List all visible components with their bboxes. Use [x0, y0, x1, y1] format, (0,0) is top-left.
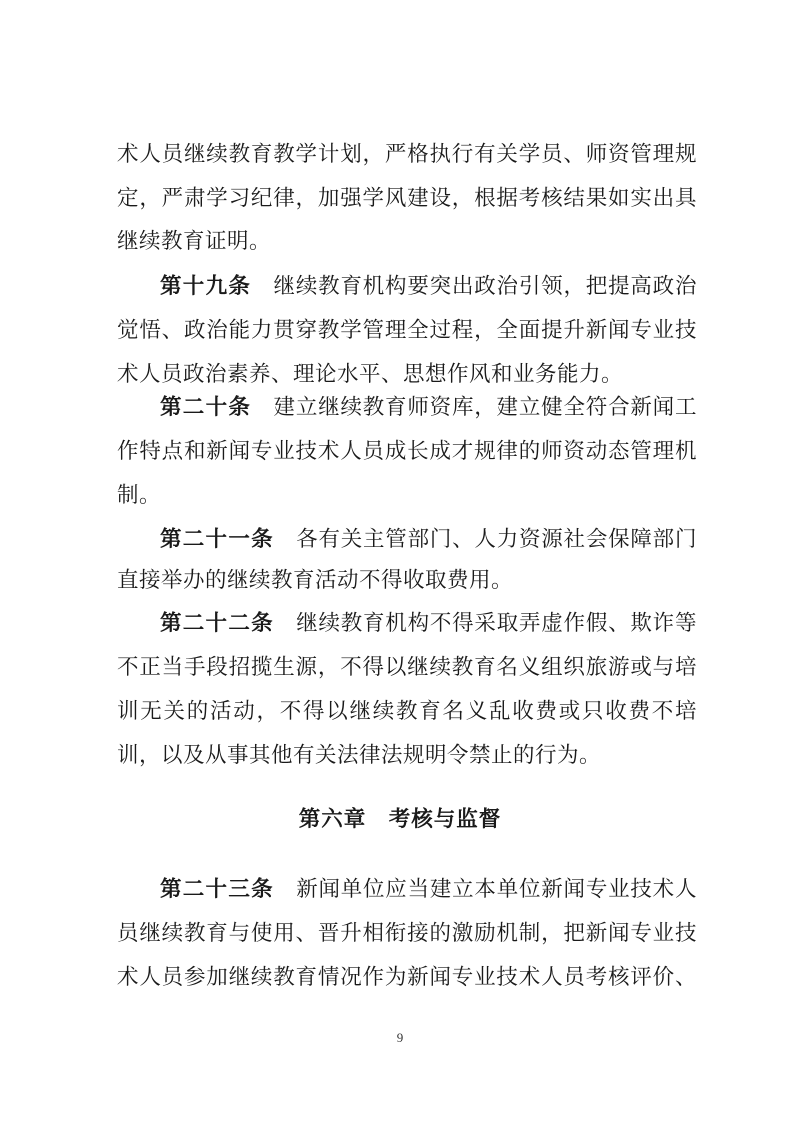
article-first-line: [160, 604, 697, 644]
paragraph-line: 术人员继续教育教学计划，严格执行有关学员、师资管理规: [117, 142, 697, 167]
article-text: 建立继续教育师资库，建立健全符合新闻工: [273, 395, 697, 420]
paragraph-line: 训，以及从事其他有关法律法规明令禁止的行为。: [117, 743, 602, 768]
chapter-heading: 第六章 考核与监督: [298, 807, 502, 832]
paragraph-line: 定，严肃学习纪律，加强学风建设，根据考核结果如实出具: [117, 186, 697, 211]
paragraph-line: 直接举办的继续教育活动不得收取费用。: [117, 568, 514, 593]
page-number: 9: [396, 1030, 404, 1045]
paragraph-line: 术人员参加继续教育情况作为新闻专业技术人员考核评价、: [117, 965, 697, 990]
paragraph-line: 不正当手段招揽生源，不得以继续教育名义组织旅游或与培: [117, 655, 697, 680]
article-first-line: [160, 870, 697, 910]
article-first-line: [160, 520, 697, 560]
article-first-line: [160, 267, 697, 307]
paragraph-line: 制。: [117, 483, 162, 508]
article-text: 继续教育机构不得采取弄虚作假、欺诈等: [296, 611, 697, 636]
paragraph-line: 觉悟、政治能力贯穿教学管理全过程，全面提升新闻专业技: [117, 318, 697, 343]
paragraph-line: 继续教育证明。: [117, 229, 272, 254]
article-number: 第二十一条: [160, 527, 274, 552]
paragraph-line: 作特点和新闻专业技术人员成长成才规律的师资动态管理机: [117, 439, 697, 464]
article-first-line: [160, 388, 697, 428]
article-text: 新闻单位应当建立本单位新闻专业技术人: [296, 877, 697, 902]
article-number: 第二十三条: [160, 877, 274, 902]
paragraph-line: 术人员政治素养、理论水平、思想作风和业务能力。: [117, 362, 624, 387]
article-number: 第十九条: [160, 274, 252, 299]
article-text: 各有关主管部门、人力资源社会保障部门: [296, 527, 697, 552]
article-number: 第二十二条: [160, 611, 274, 636]
article-text: 继续教育机构要突出政治引领，把提高政治: [273, 274, 697, 299]
paragraph-line: 员继续教育与使用、晋升相衔接的激励机制，把新闻专业技: [117, 921, 697, 946]
paragraph-line: 训无关的活动，不得以继续教育名义乱收费或只收费不培: [117, 699, 697, 724]
article-number: 第二十条: [160, 395, 252, 420]
